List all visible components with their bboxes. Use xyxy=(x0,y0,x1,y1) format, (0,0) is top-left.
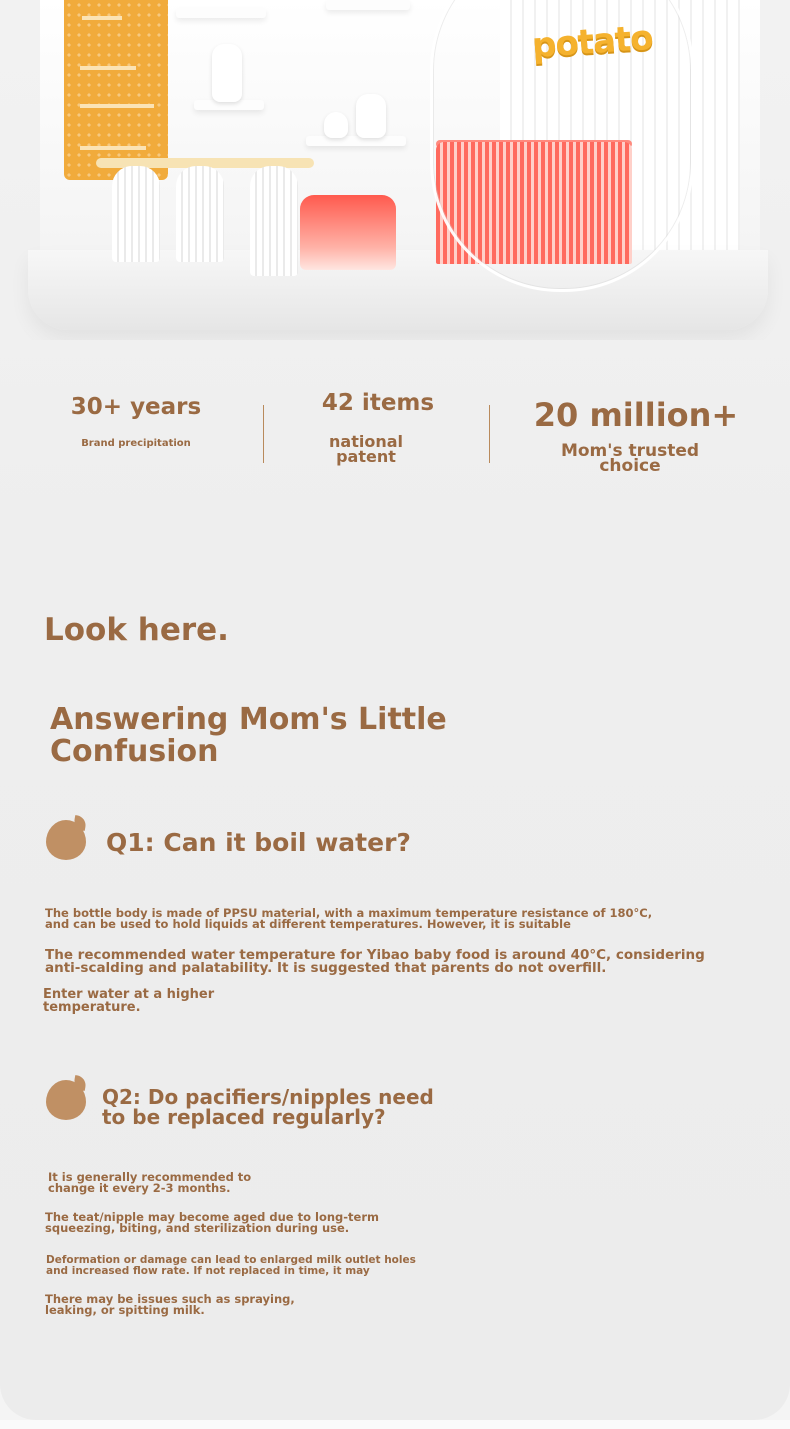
q2-paragraph: There may be issues such as spraying, leaking, or spitting milk. xyxy=(45,1292,295,1317)
q1-paragraph: The recommended water temperature for Yibao baby food is around 40°C, considering anti-scalding and palatability. It is suggested that parents do not overfill. xyxy=(45,947,705,976)
peg-shelf xyxy=(80,146,146,150)
stat-value: 30+ years xyxy=(70,394,202,420)
peg-shelf xyxy=(80,104,154,108)
q2-paragraph: Deformation or damage can lead to enlarged milk outlet holes and increased flow rate. If not replaced in time, it may xyxy=(46,1254,416,1277)
page-bottom-strip xyxy=(0,1420,790,1429)
q1-paragraph: Enter water at a higher temperature. xyxy=(43,987,215,1015)
orange-pegboard xyxy=(64,0,168,180)
hero-showroom-illustration xyxy=(0,0,790,340)
stat-label: Brand precipitation xyxy=(81,438,191,449)
section-title: Answering Mom's Little Confusion xyxy=(50,702,447,769)
section-kicker: Look here. xyxy=(44,612,229,648)
q2-paragraph: The teat/nipple may become aged due to long-term squeezing, biting, and sterilization during use. xyxy=(45,1210,379,1235)
peg-shelf xyxy=(82,16,122,20)
stat-patents xyxy=(300,390,456,464)
bottle-product xyxy=(212,44,242,102)
stat-divider xyxy=(489,405,490,463)
wall-shelf xyxy=(176,8,266,18)
table-leg xyxy=(112,166,160,262)
table-leg xyxy=(250,166,298,276)
table-leg xyxy=(176,166,224,262)
showroom-floor xyxy=(28,250,768,330)
stat-label: Mom's trusted choice xyxy=(560,441,700,476)
stat-value: 20 million+ xyxy=(533,396,739,434)
stat-label: national patent xyxy=(329,432,403,466)
wall-shelf xyxy=(306,136,406,146)
q1-paragraph: The bottle body is made of PPSU material, with a maximum temperature resistance of 180°C, and can be used to hold liquids at different temperatures. However, it is suitable xyxy=(45,906,653,931)
leaf-blob-icon xyxy=(46,820,86,860)
peg-shelf xyxy=(80,66,136,70)
stat-moms xyxy=(526,396,746,474)
leaf-blob-icon xyxy=(46,1080,86,1120)
stat-divider xyxy=(263,405,264,463)
bottle-product xyxy=(324,112,348,138)
bottle-product xyxy=(356,94,386,138)
q2-paragraph: It is generally recommended to change it every 2-3 months. xyxy=(48,1170,252,1195)
q1-question: Q1: Can it boil water? xyxy=(106,828,411,857)
brand-logo: potato xyxy=(530,17,654,67)
coral-stool xyxy=(300,195,396,270)
q2-question: Q2: Do pacifiers/nipples need to be replaced regularly? xyxy=(102,1085,434,1129)
stat-years xyxy=(58,394,214,449)
wall-shelf xyxy=(326,0,410,10)
stat-value: 42 items xyxy=(321,390,435,416)
